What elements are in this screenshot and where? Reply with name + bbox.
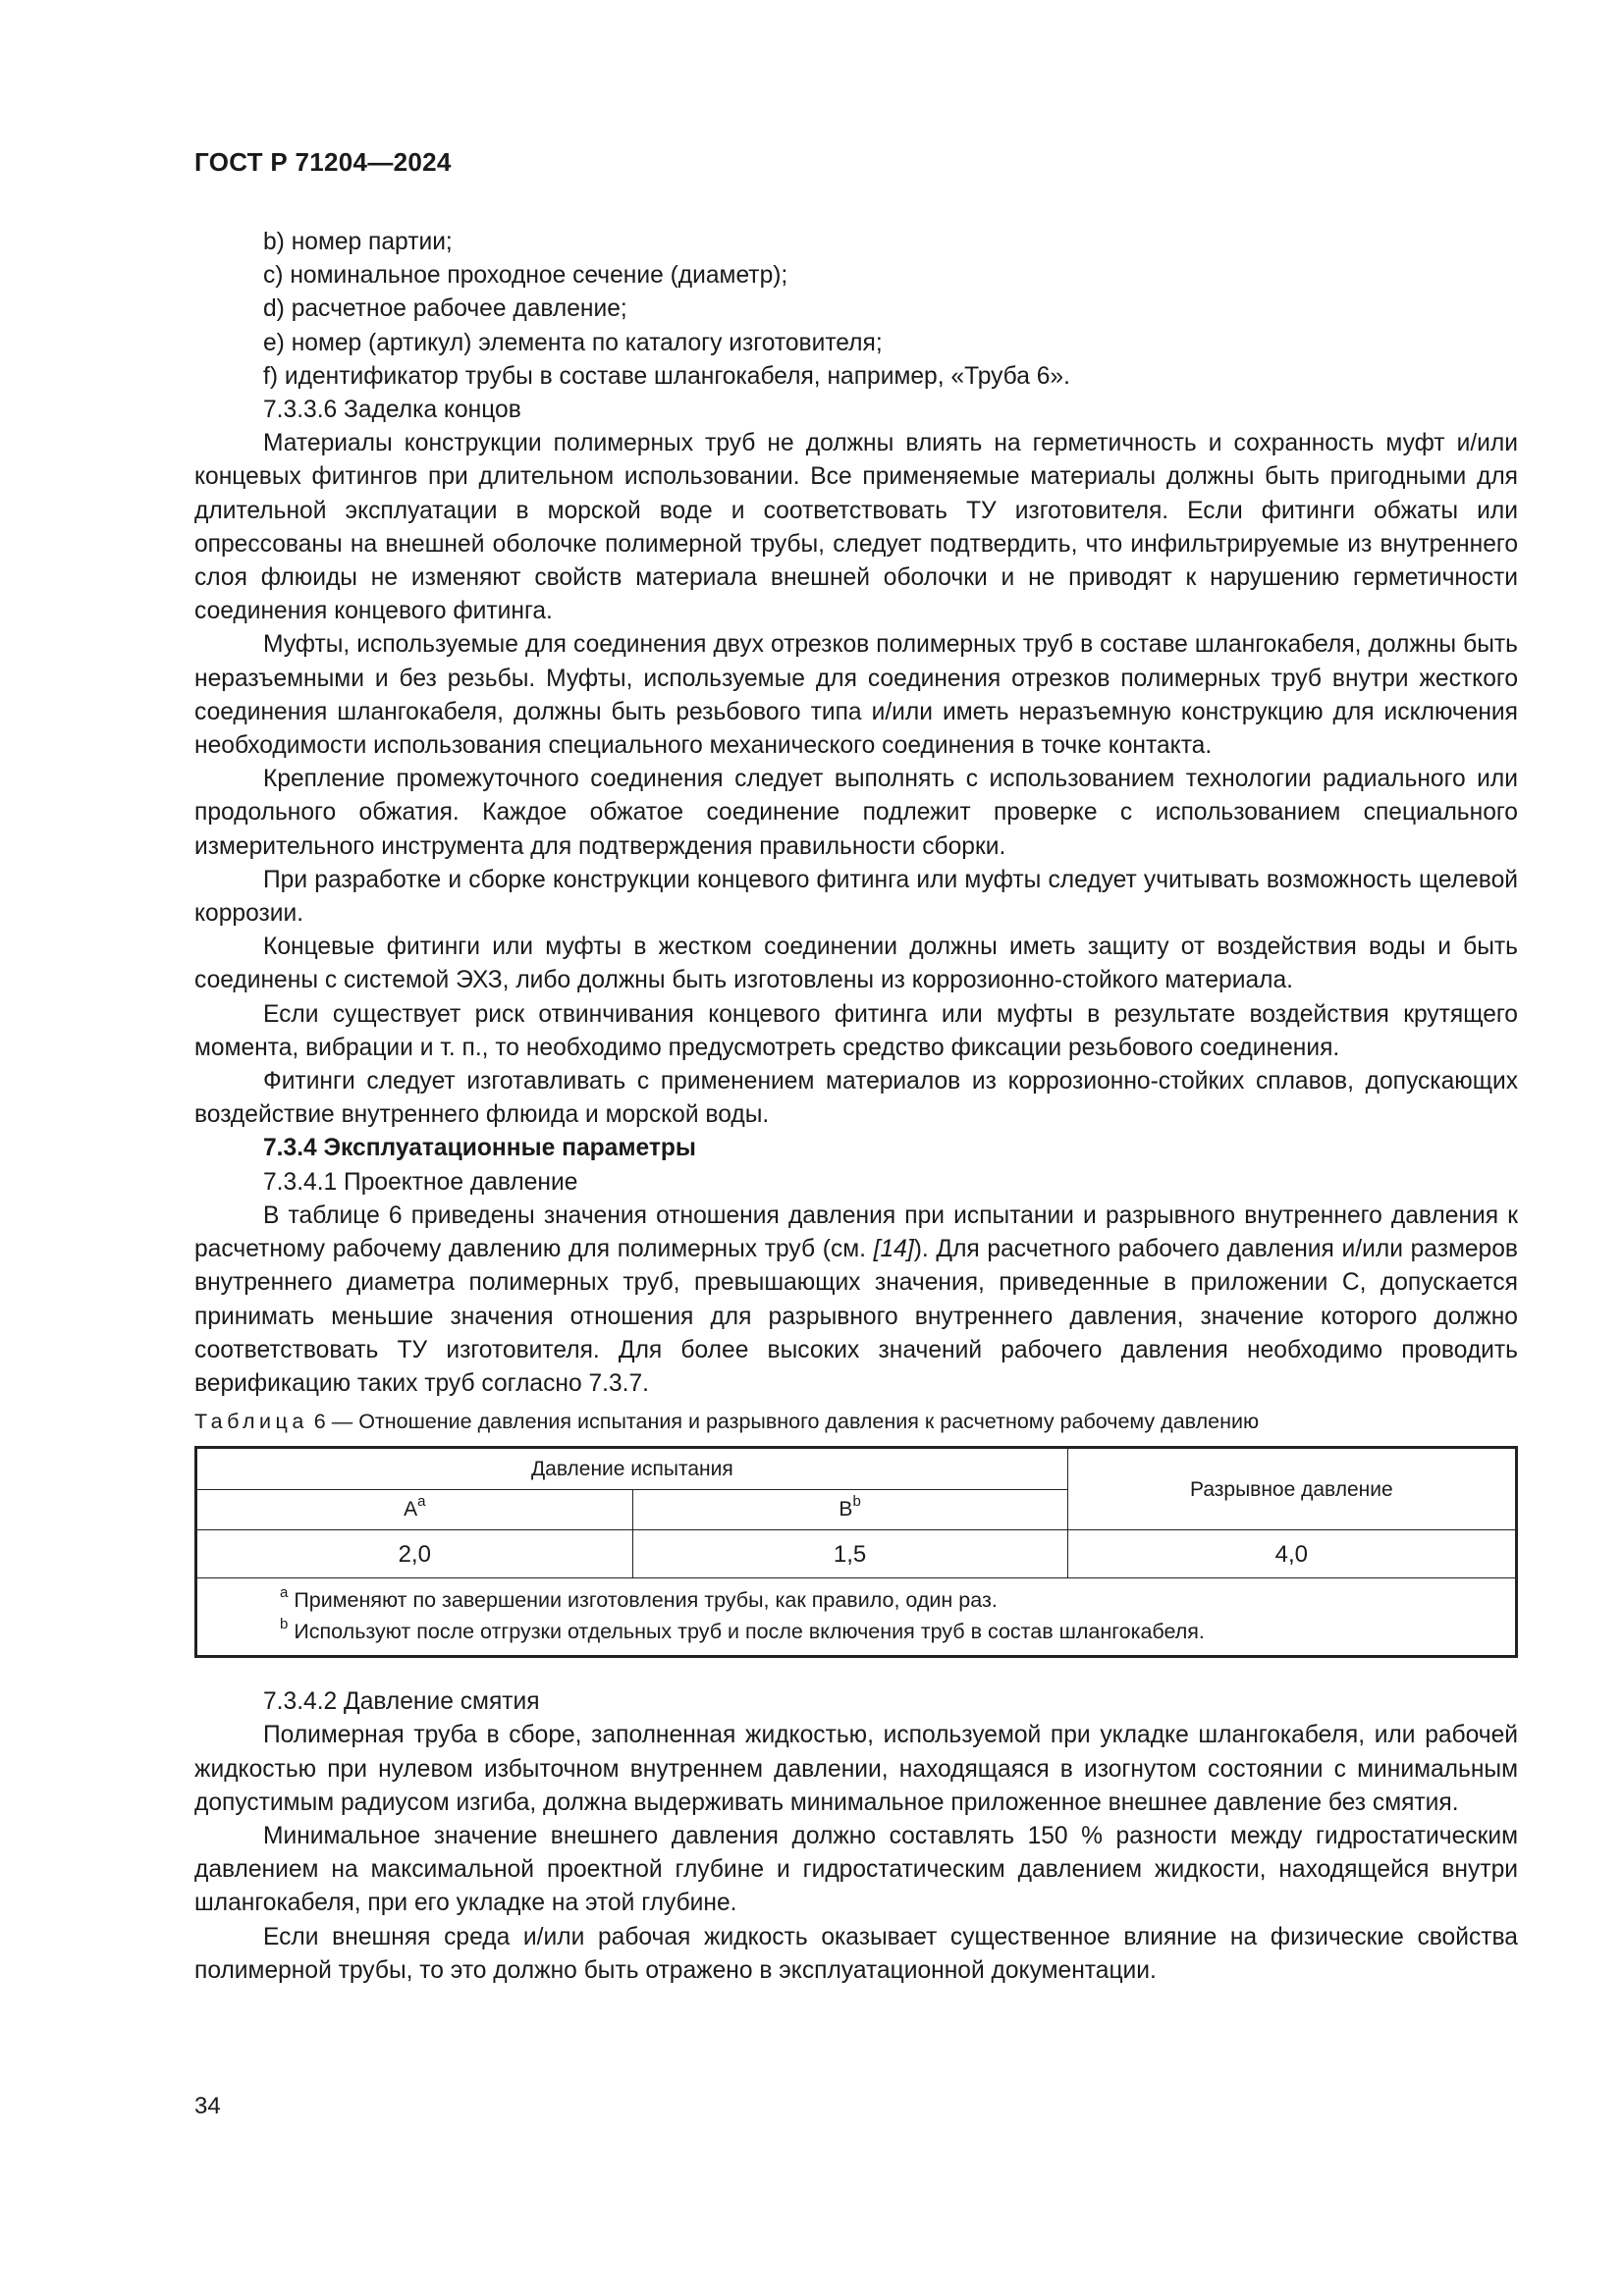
paragraph: Если существует риск отвинчивания концевого фитинга или муфты в результате воздействия крутящего момента, вибрации и т. п., то необходимо предусмотреть средство фиксации резьбового соединения. <box>194 1000 1518 1061</box>
table-caption <box>194 1407 1518 1436</box>
paragraph: Муфты, используемые для соединения двух отрезков полимерных труб в составе шлангокабеля, должны быть неразъемными и без резьбы. Муфты, используемые для соединения отрезков полимерных труб внутри жесткого соединения шлангокабеля, должны быть резьбового типа и/или иметь неразъемную конструкцию для исключения необходимости использования специального механического соединения в точке контакта. <box>194 631 1518 760</box>
note-b-mark: b <box>280 1615 289 1632</box>
paragraph: При разработке и сборке конструкции концевого фитинга или муфты следует учитывать возможность щелевой коррозии. <box>194 866 1518 928</box>
col-a-footnote-mark: а <box>417 1493 426 1511</box>
paragraph: Если внешняя среда и/или рабочая жидкость оказывает существенное влияние на физические свойства полимерной трубы, то это должно быть отражено в эксплуатационной документации. <box>194 1923 1518 1984</box>
section-heading-7336: 7.3.3.6 Заделка концов <box>263 397 521 424</box>
header-test-pressure: Давление испытания <box>196 1448 1068 1490</box>
note-b-text: Используют после отгрузки отдельных труб и после включения труб в состав шлангокабеля. <box>288 1620 1205 1644</box>
paragraph: Фитинги следует изготавливать с применением материалов из коррозионно-стойких сплавов, допускающих воздействие внутреннего флюида и морской воды. <box>194 1068 1518 1129</box>
value-burst: 4,0 <box>1067 1530 1516 1578</box>
table-6 <box>194 1446 1518 1658</box>
table-notes <box>196 1578 1517 1657</box>
col-b-footnote-mark: b <box>852 1493 861 1511</box>
note-a-mark: а <box>280 1583 289 1601</box>
table-caption-text: 6 — Отношение давления испытания и разрывного давления к расчетному рабочему давлению <box>307 1410 1260 1434</box>
paragraph-7341 <box>194 1200 1518 1401</box>
list-item: c) номинальное проходное сечение (диаметр); <box>263 262 788 290</box>
col-b-label: В <box>839 1498 853 1522</box>
col-a-label: А <box>404 1498 418 1522</box>
reference-link: [14] <box>873 1236 914 1263</box>
paragraph: Крепление промежуточного соединения следует выполнять с использованием технологии радиального или продольного обжатия. Каждое обжатое соединение подлежит проверке с использованием специального измерительного инструмента для подтверждения правильности сборки. <box>194 766 1518 860</box>
list-item: b) номер партии; <box>263 229 453 255</box>
list-item: f) идентификатор трубы в составе шлангокабеля, например, «Труба 6». <box>263 362 1070 390</box>
paragraph-text: ). Для расчетного рабочего давления и/или размеров внутреннего диаметра полимерных труб, превышающих значения, приведенные в приложении С, допускается принимать меньшие значения отношения для разрывного внутреннего давления, значение которого должно соответствовать ТУ изготовителя. Для более высоких значений рабочего давления необходимо проводить верификацию таких труб согласно 7.3.7. <box>194 1236 1518 1397</box>
section-heading-7342: 7.3.4.2 Давление смятия <box>263 1688 540 1716</box>
header-col-a <box>196 1489 633 1529</box>
section-heading-734: 7.3.4 Эксплуатационные параметры <box>263 1135 696 1162</box>
header-col-b <box>632 1489 1067 1529</box>
document-header: ГОСТ Р 71204—2024 <box>194 147 452 177</box>
paragraph: Концевые фитинги или муфты в жестком соединении должны иметь защиту от воздействия воды и быть соединены с системой ЭХЗ, либо должны быть изготовлены из коррозионно-стойкого материала. <box>194 934 1518 994</box>
paragraph: Материалы конструкции полимерных труб не должны влиять на герметичность и сохранность муфт и/или концевых фитингов при длительном использовании. Все применяемые материалы должны быть пригодными для длительной эксплуатации в морской воде и соответствовать ТУ изготовителя. Если фитинги обжаты или опрессованы на внешней оболочке полимерной трубы, следует подтвердить, что инфильтрируемые из внутреннего слоя флюиды не изменяют свойств материала внешней оболочки и не приводят к нарушению герметичности соединения концевого фитинга. <box>194 430 1518 625</box>
paragraph: Минимальное значение внешнего давления должно составлять 150 % разности между гидростатическим давлением на максимальной проектной глубине и гидростатическим давлением жидкости, находящейся внутри шлангокабеля, при его укладке на этой глубине. <box>194 1822 1518 1917</box>
paragraph-text: В таблице 6 приведены значения отношения давления при испытании и разрывного внутреннего давления к расчетному рабочему давлению для полимерных труб (см. <box>194 1201 1518 1263</box>
note-a-text: Применяют по завершении изготовления трубы, как правило, один раз. <box>288 1588 998 1613</box>
section-heading-7341: 7.3.4.1 Проектное давление <box>263 1168 578 1196</box>
table-note-a <box>280 1584 1515 1616</box>
value-b: 1,5 <box>632 1530 1067 1578</box>
paragraph: Полимерная труба в сборе, заполненная жидкостью, используемой при укладке шлангокабеля, или рабочей жидкостью при нулевом избыточном внутреннем давлении, находящаяся в изогнутом состоянии с минимальным допустимым радиусом изгиба, должна выдерживать минимальное приложенное внешнее давление без смятия. <box>194 1722 1518 1816</box>
value-a: 2,0 <box>196 1530 633 1578</box>
page-number: 34 <box>194 2093 221 2119</box>
table-caption-label: Таблица <box>194 1410 308 1434</box>
list-item: e) номер (артикул) элемента по каталогу изготовителя; <box>263 329 883 356</box>
list-item: d) расчетное рабочее давление; <box>263 295 627 323</box>
page-content <box>194 226 1518 1988</box>
header-burst-pressure: Разрывное давление <box>1067 1448 1516 1530</box>
table-note-b <box>280 1616 1515 1647</box>
